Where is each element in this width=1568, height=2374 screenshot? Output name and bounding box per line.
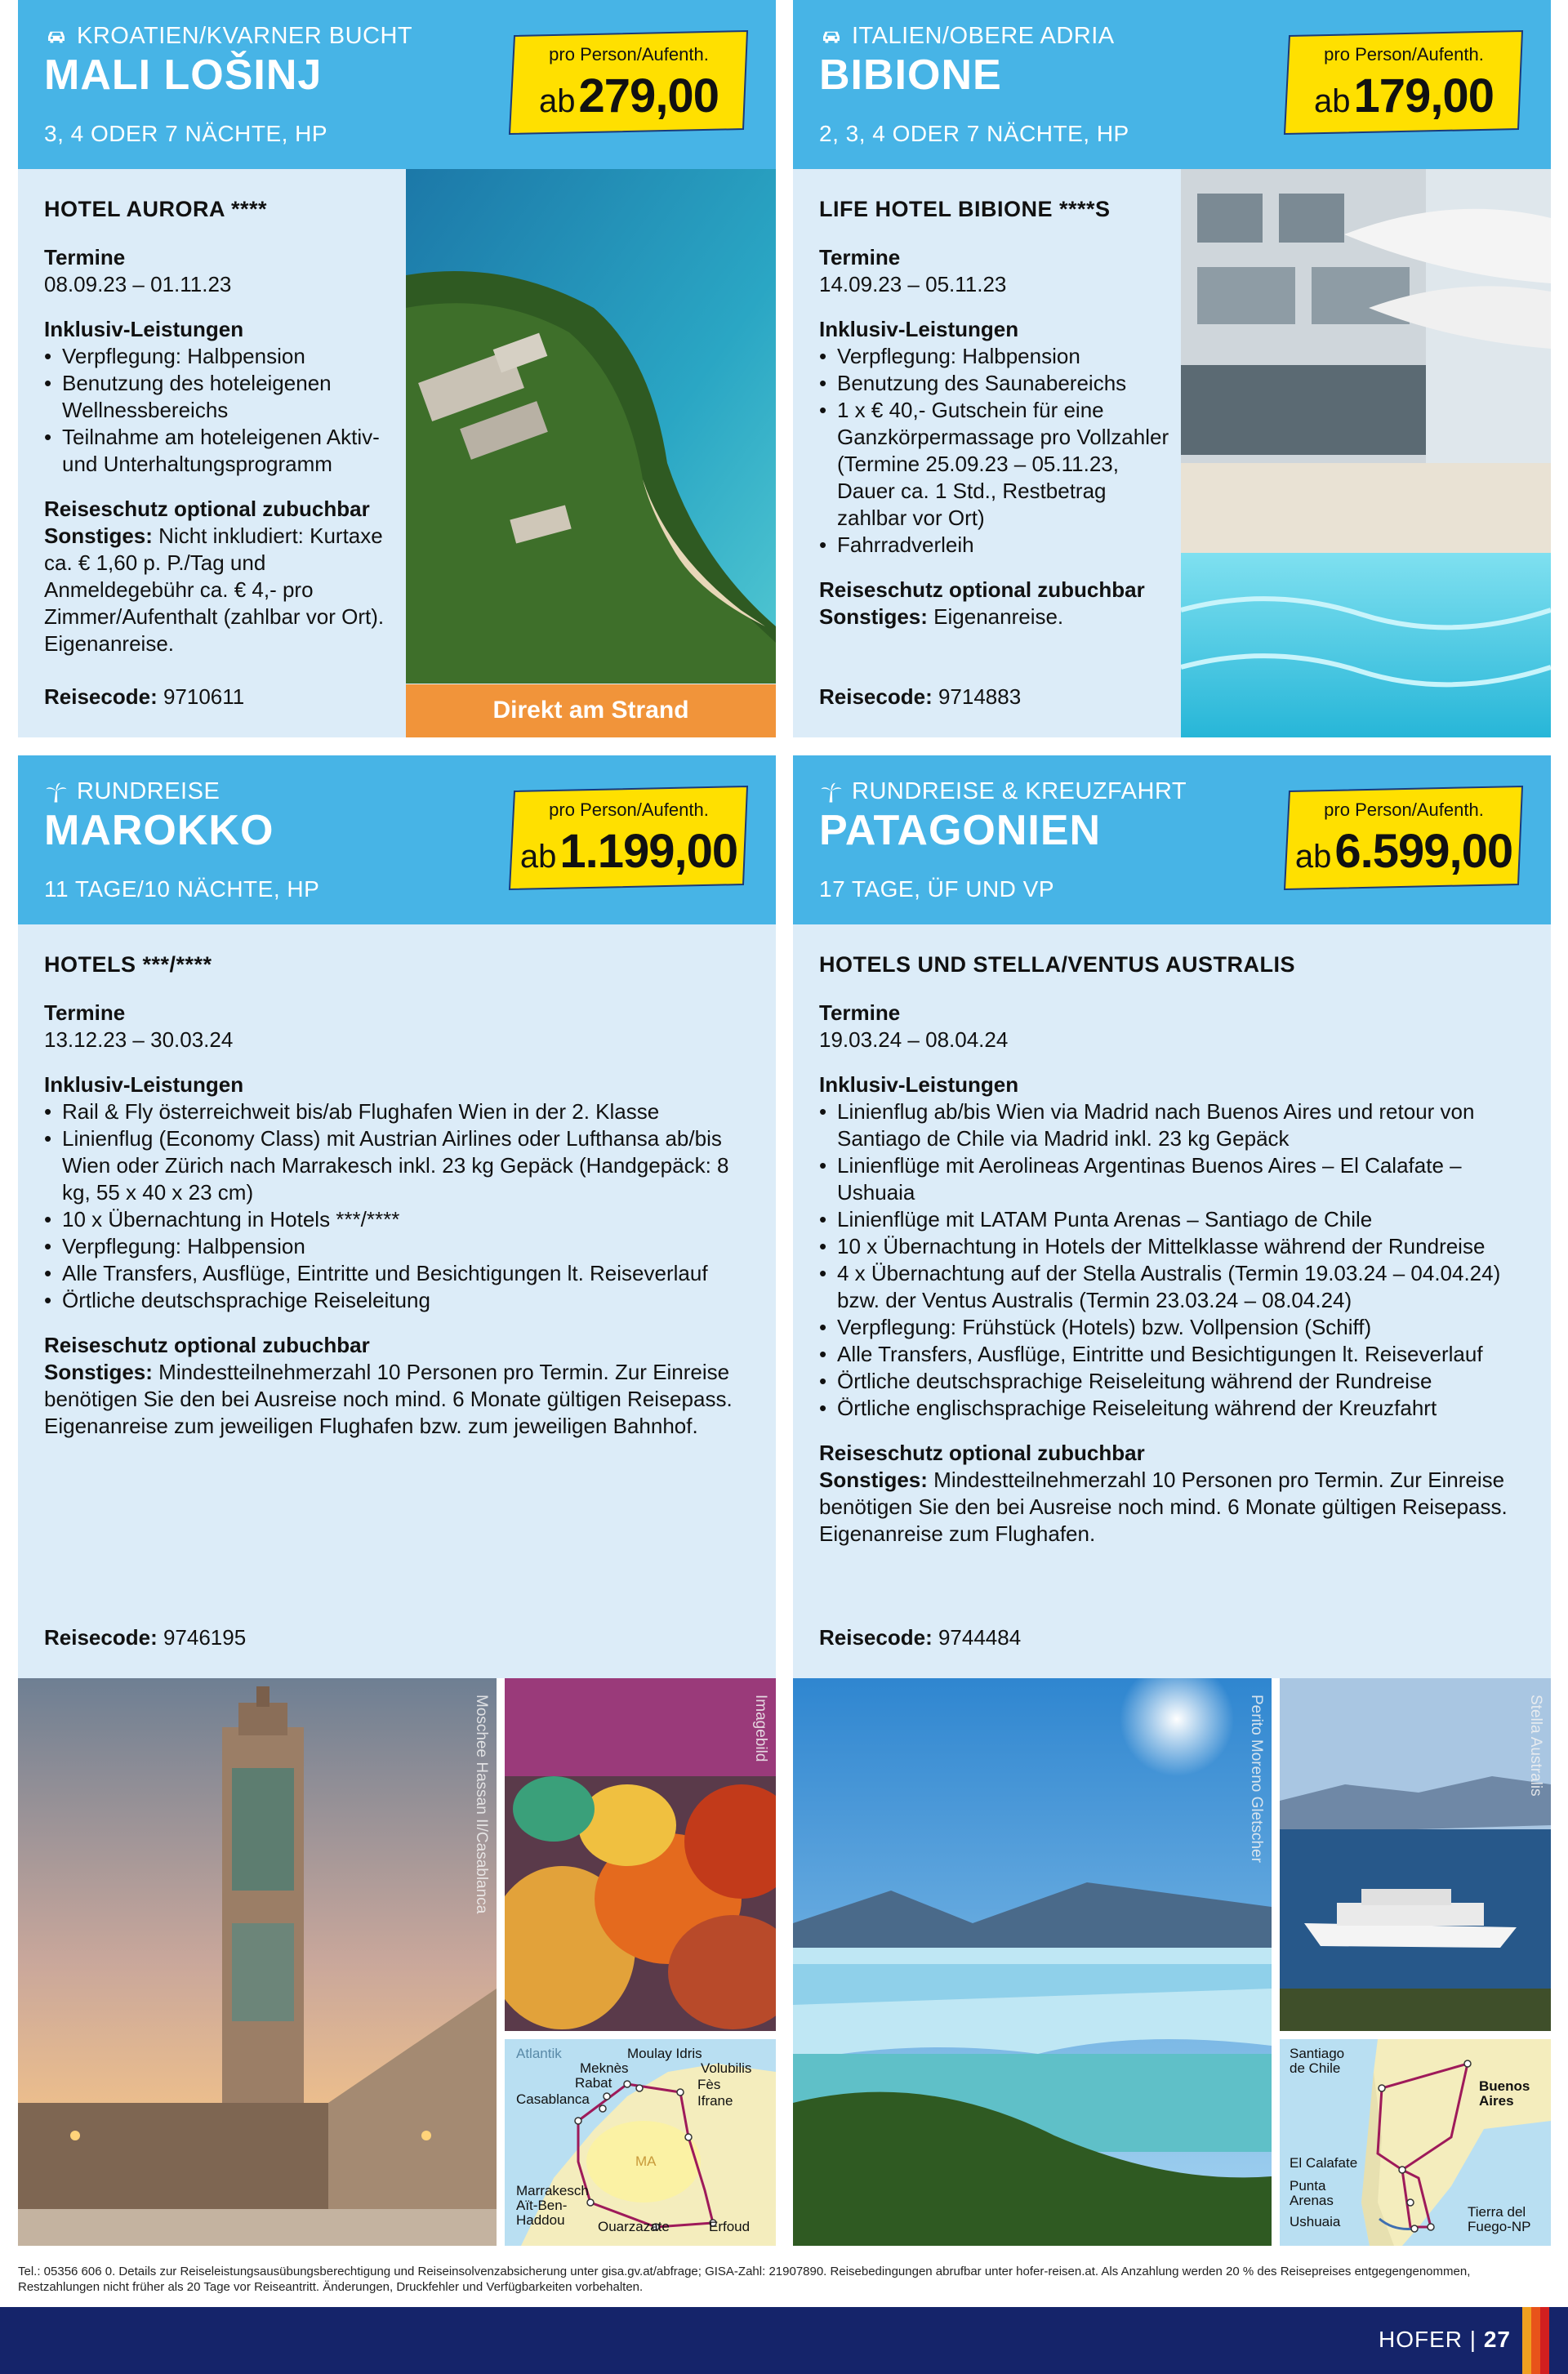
price-value	[1281, 824, 1526, 879]
price-value	[506, 824, 751, 879]
reisecode-value: 9710611	[163, 684, 245, 709]
reiseschutz-note: Reiseschutz optional zubuchbar	[819, 577, 1145, 602]
offer-card-mali-losinj	[18, 0, 776, 737]
offer-card-marokko	[18, 755, 776, 1678]
inklusiv-heading: Inklusiv-Leistungen	[819, 1072, 1019, 1097]
price-amount: 1.199,00	[559, 825, 738, 878]
sonstiges-label: Sonstiges:	[819, 604, 928, 629]
price-badge	[506, 785, 751, 891]
list-item: • Benutzung des Saunabereichs	[819, 370, 1178, 397]
map-city: Haddou	[516, 2212, 565, 2228]
inklusiv-heading: Inklusiv-Leistungen	[44, 1072, 244, 1097]
region-label	[44, 23, 412, 50]
map-city: Tierra del	[1468, 2204, 1526, 2220]
photo-caption: Moschee Hassan II/Casablanca	[473, 1695, 490, 1914]
region-text: ITALIEN/OBERE ADRIA	[852, 23, 1115, 49]
page-separator: |	[1469, 2327, 1477, 2352]
hotel-name: HOTELS UND STELLA/VENTUS AUSTRALIS	[819, 952, 1296, 977]
palm-icon	[819, 780, 844, 804]
map-city: Ifrane	[697, 2093, 733, 2109]
inklusiv-list	[44, 343, 403, 478]
price-badge	[1281, 29, 1526, 136]
list-item: • 10 x Übernachtung in Hotels der Mittelklasse während der Rundreise	[819, 1233, 1538, 1260]
offer-header	[793, 0, 1551, 169]
page-footer	[0, 2307, 1568, 2374]
map-city: Erfoud	[709, 2219, 751, 2234]
hotel-name: HOTELS ***/****	[44, 952, 212, 977]
list-item: • Örtliche englischsprachige Reiseleitung während der Kreuzfahrt	[819, 1395, 1538, 1422]
region-label	[819, 778, 1187, 805]
termine-heading: Termine	[44, 1000, 126, 1025]
page-number: 27	[1483, 2327, 1511, 2352]
destination-title: PATAGONIEN	[819, 807, 1102, 854]
region-text: RUNDREISE & KREUZFAHRT	[852, 778, 1187, 804]
sonstiges-label: Sonstiges:	[819, 1468, 928, 1492]
termine-heading: Termine	[44, 245, 126, 269]
sonstiges-label: Sonstiges:	[44, 523, 153, 548]
list-item: • Linienflüge mit Aerolineas Argentinas Buenos Aires – El Calafate – Ushuaia	[819, 1152, 1538, 1206]
map-label-country: MA	[635, 2154, 657, 2169]
price-amount: 6.599,00	[1334, 825, 1513, 878]
termine-heading: Termine	[819, 1000, 901, 1025]
nights-info: 11 TAGE/10 NÄCHTE, HP	[44, 876, 320, 902]
price-badge-label: pro Person/Aufenth.	[549, 799, 709, 820]
map-city: Santiago	[1290, 2046, 1345, 2061]
offer-card-bibione	[793, 0, 1551, 737]
map-city: Rabat	[575, 2075, 612, 2091]
map-city: Arenas	[1290, 2193, 1334, 2208]
list-item: • 1 x € 40,- Gutschein für eine Ganzkörpermassage pro Vollzahler (Termine 25.09.23 – 05.11.23, Dauer ca. 1 Std., Restbetrag zahlbar vor Ort)	[819, 397, 1178, 532]
list-item: • Alle Transfers, Ausflüge, Eintritte und Besichtigungen lt. Reiseverlauf	[44, 1260, 763, 1287]
palm-icon	[44, 780, 69, 804]
termine-dates: 19.03.24 – 08.04.24	[819, 1027, 1009, 1052]
list-item: • Verpflegung: Halbpension	[44, 1233, 763, 1260]
price-badge-label: pro Person/Aufenth.	[549, 44, 709, 65]
price-prefix: ab	[1314, 83, 1351, 119]
marokko-route-map	[505, 2039, 776, 2246]
car-icon	[819, 24, 844, 49]
termine-dates: 13.12.23 – 30.03.24	[44, 1027, 234, 1052]
list-item: • Benutzung des hoteleigenen Wellnessbereichs	[44, 370, 403, 424]
map-city: de Chile	[1290, 2060, 1341, 2076]
region-text: KROATIEN/KVARNER BUCHT	[77, 23, 413, 49]
perito-moreno-photo	[793, 1678, 1272, 2246]
inklusiv-heading: Inklusiv-Leistungen	[819, 317, 1019, 341]
termine-heading: Termine	[819, 245, 901, 269]
reisecode-value: 9744484	[938, 1625, 1022, 1650]
nights-info: 17 TAGE, ÜF UND VP	[819, 876, 1055, 902]
destination-title: MAROKKO	[44, 807, 274, 854]
map-city: Marrakesch	[516, 2183, 589, 2198]
region-text: RUNDREISE	[77, 778, 220, 804]
offer-header	[18, 0, 776, 169]
reisecode-value: 9714883	[938, 684, 1022, 709]
region-label	[819, 23, 1115, 50]
photo-caption: Imagebild	[752, 1695, 769, 1762]
price-amount: 279,00	[578, 69, 719, 122]
map-city: Fuego-NP	[1468, 2219, 1531, 2234]
map-city: Meknès	[580, 2060, 629, 2076]
list-item: • Örtliche deutschsprachige Reiseleitung während der Rundreise	[819, 1368, 1538, 1395]
map-city: Buenos	[1479, 2078, 1530, 2094]
brand-name: HOFER	[1379, 2327, 1463, 2352]
photo-caption: Stella Australis	[1527, 1695, 1544, 1797]
price-badge-label: pro Person/Aufenth.	[1324, 44, 1484, 65]
inklusiv-heading: Inklusiv-Leistungen	[44, 317, 244, 341]
nights-info: 2, 3, 4 ODER 7 NÄCHTE, HP	[819, 121, 1129, 146]
life-hotel-bibione-photo	[1181, 169, 1551, 737]
reiseschutz-note: Reiseschutz optional zubuchbar	[44, 497, 370, 521]
inklusiv-list	[819, 343, 1178, 559]
mosque-hassan-photo	[18, 1678, 497, 2246]
destination-title: MALI LOŠINJ	[44, 51, 323, 99]
offer-card-patagonien	[793, 755, 1551, 1678]
price-value	[506, 69, 751, 123]
inklusiv-list	[44, 1098, 763, 1314]
list-item: • 10 x Übernachtung in Hotels ***/****	[44, 1206, 763, 1233]
list-item: • Verpflegung: Halbpension	[819, 343, 1178, 370]
reisecode	[819, 1625, 1021, 1650]
price-prefix: ab	[519, 839, 557, 875]
inklusiv-list	[819, 1098, 1538, 1422]
reisecode-label: Reisecode:	[44, 684, 158, 709]
car-icon	[44, 24, 69, 49]
region-label	[44, 778, 220, 805]
offer-details	[819, 196, 1178, 630]
offer-details	[44, 196, 403, 657]
list-item: • 4 x Übernachtung auf der Stella Australis (Termin 19.03.24 – 04.04.24) bzw. der Ventus Australis (Termin 23.03.24 – 08.04.24)	[819, 1260, 1538, 1314]
reiseschutz-note: Reiseschutz optional zubuchbar	[819, 1441, 1145, 1465]
price-badge	[1281, 785, 1526, 891]
sonstiges-text: Nicht inkludiert: Kurtaxe ca. € 1,60 p. P./Tag und Anmeldegebühr ca. € 4,- pro Zimmer/Aufenthalt (zahlbar vor Ort). Eigenanreise.	[44, 523, 385, 656]
nights-info: 3, 4 ODER 7 NÄCHTE, HP	[44, 121, 328, 146]
list-item: • Linienflug (Economy Class) mit Austrian Airlines oder Lufthansa ab/bis Wien oder Zürich nach Marrakesch inkl. 23 kg Gepäck (Handgepäck: 8 kg, 55 x 40 x 23 cm)	[44, 1125, 763, 1206]
sonstiges-label: Sonstiges:	[44, 1360, 153, 1384]
list-item: • Linienflug ab/bis Wien via Madrid nach Buenos Aires und retour von Santiago de Chile via Madrid inkl. 23 kg Gepäck	[819, 1098, 1538, 1152]
sonstiges-text: Eigenanreise.	[933, 604, 1064, 629]
map-city: Fès	[697, 2077, 721, 2092]
legal-disclaimer: Tel.: 05356 606 0. Details zur Reiseleistungsausübungsberechtigung und Reiseinsolvenzabsicherung unter gisa.gv.at/abfrage; GISA-Zahl: 21907890. Reisebedingungen abrufbar unter hofer-reisen.at. Als Anzahlung werden 20 % des Reisepreises entgegengenommen, Restzahlungen nicht früher als 20 Tage vor Reiseantritt. Änderungen, Druckfehler und Verfügbarkeiten vorbehalten.	[18, 2265, 1471, 2294]
list-item: • Linienflüge mit LATAM Punta Arenas – Santiago de Chile	[819, 1206, 1538, 1233]
map-city: Ouarzazate	[598, 2219, 670, 2234]
page-label	[1379, 2327, 1511, 2353]
map-city: Ushuaia	[1290, 2214, 1341, 2229]
termine-dates: 08.09.23 – 01.11.23	[44, 272, 232, 296]
list-item: • Verpflegung: Frühstück (Hotels) bzw. Vollpension (Schiff)	[819, 1314, 1538, 1341]
direkt-am-strand-banner: Direkt am Strand	[406, 684, 776, 737]
hotel-aurora-photo	[406, 169, 776, 684]
list-item: • Örtliche deutschsprachige Reiseleitung	[44, 1287, 763, 1314]
offer-header	[793, 755, 1551, 924]
offer-header	[18, 755, 776, 924]
list-item: • Teilnahme am hoteleigenen Aktiv- und Unterhaltungsprogramm	[44, 424, 403, 478]
reisecode-label: Reisecode:	[819, 1625, 933, 1650]
reiseschutz-note: Reiseschutz optional zubuchbar	[44, 1333, 370, 1357]
price-amount: 179,00	[1353, 69, 1494, 122]
reisecode-label: Reisecode:	[44, 1625, 158, 1650]
list-item: • Fahrradverleih	[819, 532, 1178, 559]
list-item: • Alle Transfers, Ausflüge, Eintritte und Besichtigungen lt. Reiseverlauf	[819, 1341, 1538, 1368]
reisecode	[44, 1625, 246, 1650]
reisecode-value: 9746195	[163, 1625, 247, 1650]
reisecode	[819, 684, 1021, 710]
sonstiges-text: Mindestteilnehmerzahl 10 Personen pro Termin. Zur Einreise benötigen Sie den bei Ausreise noch mind. 6 Monate gültigen Reisepass. Eigenanreise zum Flughafen.	[819, 1468, 1508, 1546]
reisecode	[44, 684, 244, 710]
price-badge	[506, 29, 751, 136]
map-city: Casablanca	[516, 2091, 590, 2107]
hotel-name: HOTEL AURORA ****	[44, 197, 268, 221]
map-label-sea: Atlantik	[516, 2046, 562, 2061]
termine-dates: 14.09.23 – 05.11.23	[819, 272, 1007, 296]
destination-title: BIBIONE	[819, 51, 1002, 99]
price-prefix: ab	[1294, 839, 1332, 875]
hotel-name: LIFE HOTEL BIBIONE ****S	[819, 197, 1111, 221]
stella-australis-photo	[1280, 1678, 1551, 2031]
price-prefix: ab	[539, 83, 576, 119]
map-city: El Calafate	[1290, 2155, 1358, 2171]
map-city: Volubilis	[701, 2060, 752, 2076]
map-city: Aires	[1479, 2093, 1514, 2109]
patagonien-route-map	[1280, 2039, 1551, 2246]
price-value	[1281, 69, 1526, 123]
photo-caption: Perito Moreno Gletscher	[1248, 1695, 1265, 1863]
list-item: • Verpflegung: Halbpension	[44, 343, 403, 370]
sonstiges-text: Mindestteilnehmerzahl 10 Personen pro Termin. Zur Einreise benötigen Sie den bei Ausreise noch mind. 6 Monate gültigen Reisepass. Eigenanreise zum jeweiligen Flughafen bzw. zum jeweiligen Bahnhof.	[44, 1360, 733, 1438]
map-city: Punta	[1290, 2178, 1326, 2194]
spices-photo	[505, 1678, 776, 2031]
map-city: Moulay Idris	[627, 2046, 702, 2061]
map-city: Aït-Ben-	[516, 2198, 568, 2213]
reisecode-label: Reisecode:	[819, 684, 933, 709]
offer-details	[819, 951, 1538, 1548]
list-item: • Rail & Fly österreichweit bis/ab Flughafen Wien in der 2. Klasse	[44, 1098, 763, 1125]
offer-details	[44, 951, 763, 1440]
price-badge-label: pro Person/Aufenth.	[1324, 799, 1484, 820]
